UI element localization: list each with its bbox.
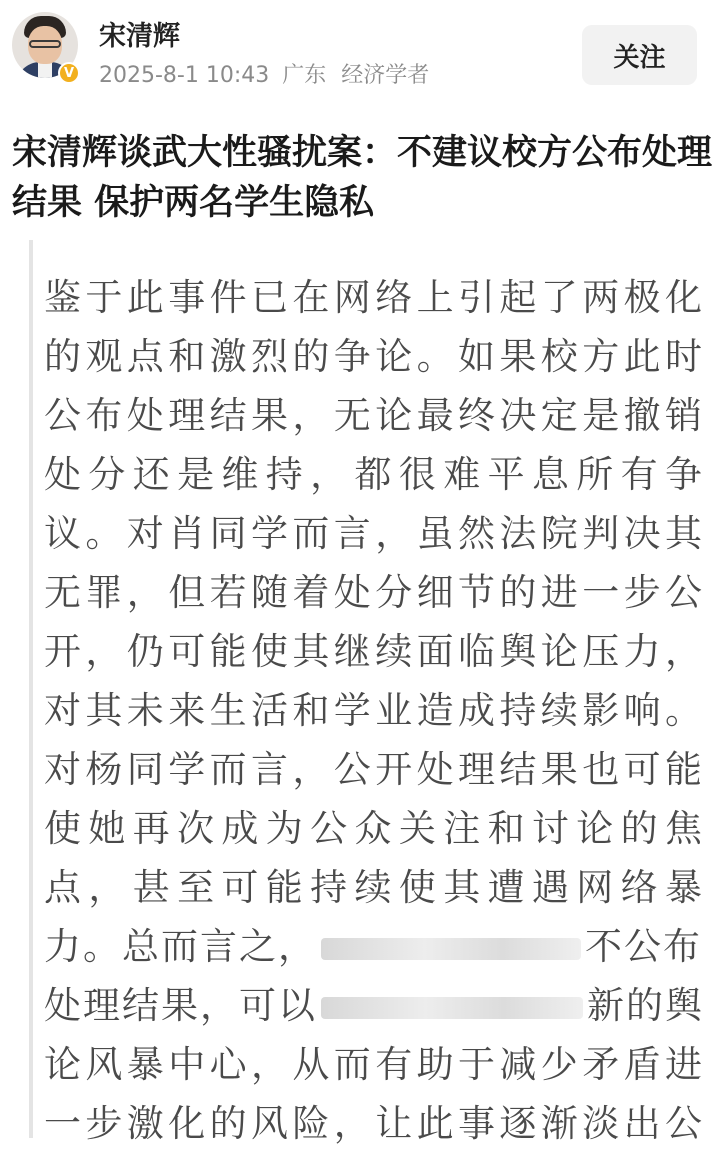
body-line: 无罪，但若随着处分细节的进一步公	[44, 571, 704, 614]
redaction-blur	[321, 938, 581, 960]
post-location: 广东	[282, 63, 327, 88]
body-line: 处分还是维持，都很难平息所有争	[44, 453, 704, 496]
follow-button[interactable]: 关注	[582, 25, 697, 85]
body-line: 议。对肖同学而言，虽然法院判决其	[44, 512, 704, 555]
body-line: 一步激化的风险，让此事逐渐淡出公	[44, 1102, 704, 1145]
verified-badge-icon: V	[58, 62, 80, 84]
body-line: 鉴于此事件已在网络上引起了两极化	[44, 276, 704, 319]
post-datetime: 2025-8-1 10:43	[99, 63, 270, 88]
body-line: 使她再次成为公众关注和讨论的焦	[44, 807, 704, 850]
article-body	[44, 268, 704, 1153]
body-line: 对其未来生活和学业造成持续影响。	[44, 689, 704, 732]
body-line: 公布处理结果，无论最终决定是撤销	[44, 394, 704, 437]
body-segment: 力。总而言之，	[44, 925, 317, 968]
author-name[interactable]: 宋清辉	[99, 21, 180, 52]
post-title: 宋清辉谈武大性骚扰案：不建议校方公布处理结果 保护两名学生隐私	[12, 133, 713, 223]
body-segment: 新的舆	[587, 984, 704, 1027]
body-line: 开，仍可能使其继续面临舆论压力，	[44, 630, 704, 673]
body-line: 的观点和激烈的争论。如果校方此时	[44, 335, 704, 378]
quote-bar	[29, 240, 33, 1138]
body-line: 点，甚至可能持续使其遭遇网络暴	[44, 866, 704, 909]
body-line-redacted	[44, 917, 704, 976]
redaction-blur	[321, 997, 583, 1019]
post-header	[0, 0, 719, 110]
body-segment: 处理结果，可以	[44, 984, 317, 1027]
post-meta	[99, 58, 429, 89]
body-line: 论风暴中心，从而有助于减少矛盾进	[44, 1043, 704, 1086]
body-line-redacted	[44, 976, 704, 1035]
author-title: 经济学者	[341, 63, 430, 88]
body-segment: 不公布	[585, 925, 702, 968]
body-line: 对杨同学而言，公开处理结果也可能	[44, 748, 704, 791]
